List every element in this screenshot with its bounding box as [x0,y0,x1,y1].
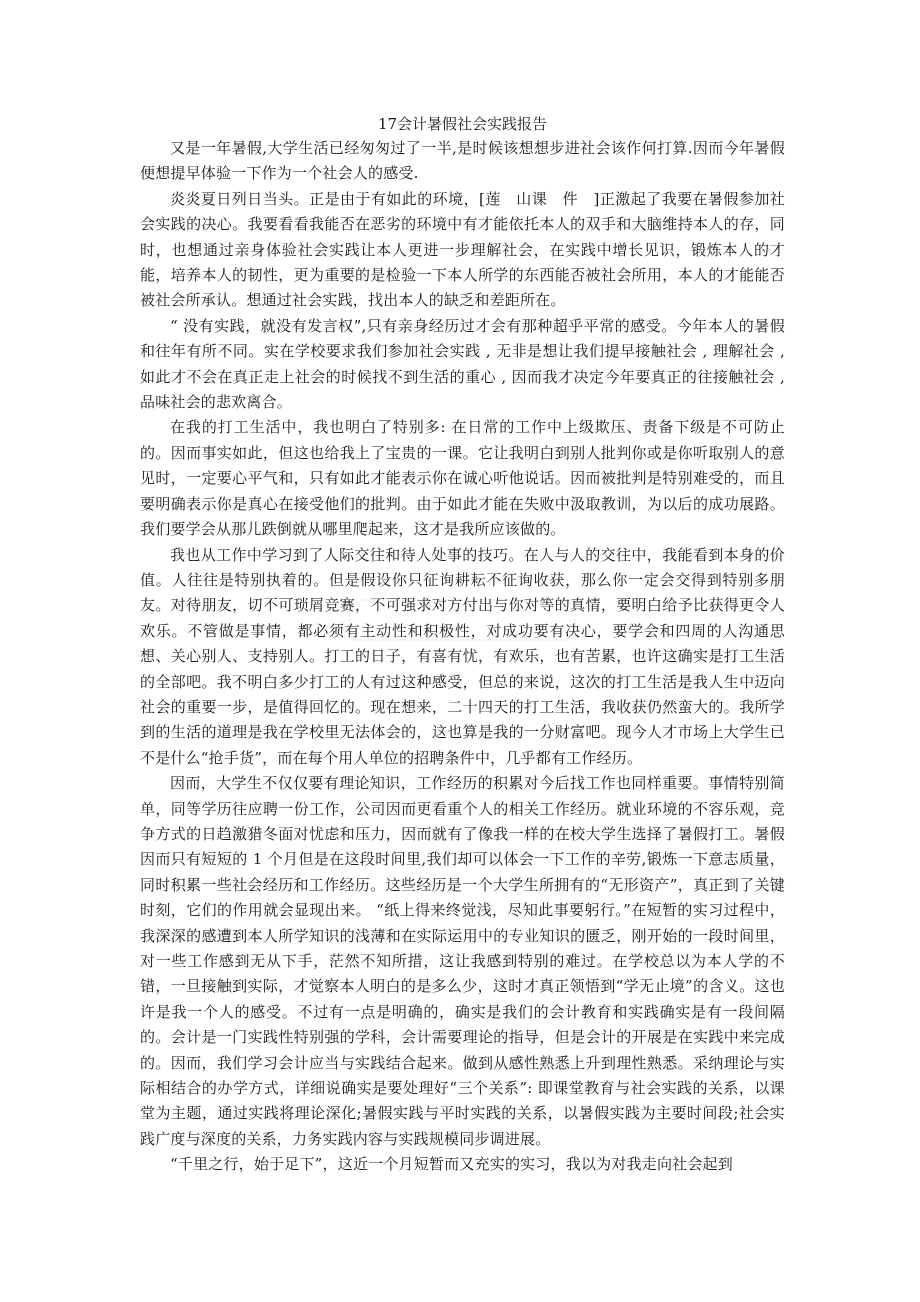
paragraph-5: 我也从工作中学习到了人际交往和待人处事的技巧。在人与人的交往中，我能看到本身的价值。人往往是特别执着的。但是假设你只征询耕耘不征询收获，那么你一定会交得到特别多朋友。对待朋友，切不可琐屑竞赛，不可强求对方付出与你对等的真情，要明白给予比获得更令人欢乐。不管做是事情，都必须有主动性和积极性，对成功要有决心，要学会和四周的人沟通思想、关心别人、支持别人。打工的日子，有喜有忧，有欢乐，也有苦累，也许这确实是打工生活的全部吧。我不明白多少打工的人有过这种感受，但总的来说，这次的打工生活是我人生中迈向社会的重要一步，是值得回忆的。现在想来，二十四天的打工生活，我收获仍然蛮大的。我所学到的生活的道理是我在学校里无法体会的，这也算是我的一分财富吧。现今人才市场上大学生已不是什么“抢手货”，而在每个用人单位的招聘条件中，几乎都有工作经历。 [140,545,785,767]
paragraph-2: 炎炎夏日列日当头。正是由于有如此的环境，[莲 山课 件 ]正激起了我要在暑假参加社会实践的决心。我要看看我能否在恶劣的环境中有才能依托本人的双手和大脑维持本人的存，同时，也想通过亲身体验社会实践让本人更进一步理解社会，在实践中增长见识，锻炼本人的才能，培养本人的韧性，更为重要的是检验一下本人所学的东西能否被社会所用，本人的才能能否被社会所承认。想通过社会实践，找出本人的缺乏和差距所在。 [140,189,785,310]
paragraph-4: 在我的打工生活中，我也明白了特别多: 在日常的工作中上级欺压、责备下级是不可防止的。因而事实如此，但这也给我上了宝贵的一课。它让我明白到别人批判你或是你听取别人的意见时，一定要心平气和，只有如此才能表示你在诚心听他说话。因而被批判是特别难受的，而且要明确表示你是真心在接受他们的批判。由于如此才能在失败中汲取教训，为以后的成功展路。我们要学会从那儿跌倒就从哪里爬起来，这才是我所应该做的。 [140,418,785,539]
paragraph-3: “ 没有实践，就没有发言权”,只有亲身经历过才会有那种超乎平常的感受。今年本人的暑假和往年有所不同。实在学校要求我们参加社会实践 , 无非是想让我们提早接触社会 , 理解社会 , 如此才不会在真正走上社会的时候找不到生活的重心 , 因而我才决定今年要真正的往接触社会 , 品味社会的悲欢离合。 [140,316,785,412]
paragraph-1: 又是一年暑假,大学生活已经匆匆过了一半,是时候该想想步进社会该作何打算.因而今年暑假便想提早体验一下作为一个社会人的感受. [140,139,785,183]
paragraph-7: “千里之行，始于足下”，这近一个月短暂而又充实的实习，我以为对我走向社会起到 [170,1155,733,1174]
document-page [140,112,785,1178]
document-title: 17会计暑假社会实践报告 [377,115,548,133]
paragraph-6: 因而，大学生不仅仅要有理论知识，工作经历的积累对今后找工作也同样重要。事情特别简单，同等学历往应聘一份工作，公司因而更看重个人的相关工作经历。就业环境的不容乐观，竞争方式的日趋激猎冬面对忧虑和压力，因而就有了像我一样的在校大学生选择了暑假打工。暑假因而只有短短的 1 个月但是在这段时间里,我们却可以体会一下工作的辛劳,锻炼一下意志质量，同时积累一些社会经历和工作经历。这些经历是一个大学生所拥有的“无形资产”，真正到了关键时刻，它们的作用就会显现出来。 “纸上得来终觉浅，尽知此事要躬行。”在短暂的实习过程中，我深深的感遭到本人所学知识的浅薄和在实际运用中的专业知识的匮乏，刚开始的一段时间里，对一些工作感到无从下手，茫然不知所措，这让我感到特别的难过。在学校总以为本人学的不错，一旦接触到实际，才觉察本人明白的是多么少，这时才真正领悟到“学无止境”的含义。这也许是我一个人的感受。不过有一点是明确的，确实是我们的会计教育和实践确实是有一段间隔的。会计是一门实践性特别强的学科，会计需要理论的指导，但是会计的开展是在实践中来完成的。因而，我们学习会计应当与实践结合起来。做到从感性熟悉上升到理性熟悉。采纳理论与实际相结合的办学方式，详细说确实是要处理好“三个关系”: 即课堂教育与社会实践的关系，以课堂为主题，通过实践将理论深化;暑假实践与平时实践的关系，以暑假实践为主要时间段;社会实践广度与深度的关系，力务实践内容与实践规模同步调进展。 [140,774,785,1148]
